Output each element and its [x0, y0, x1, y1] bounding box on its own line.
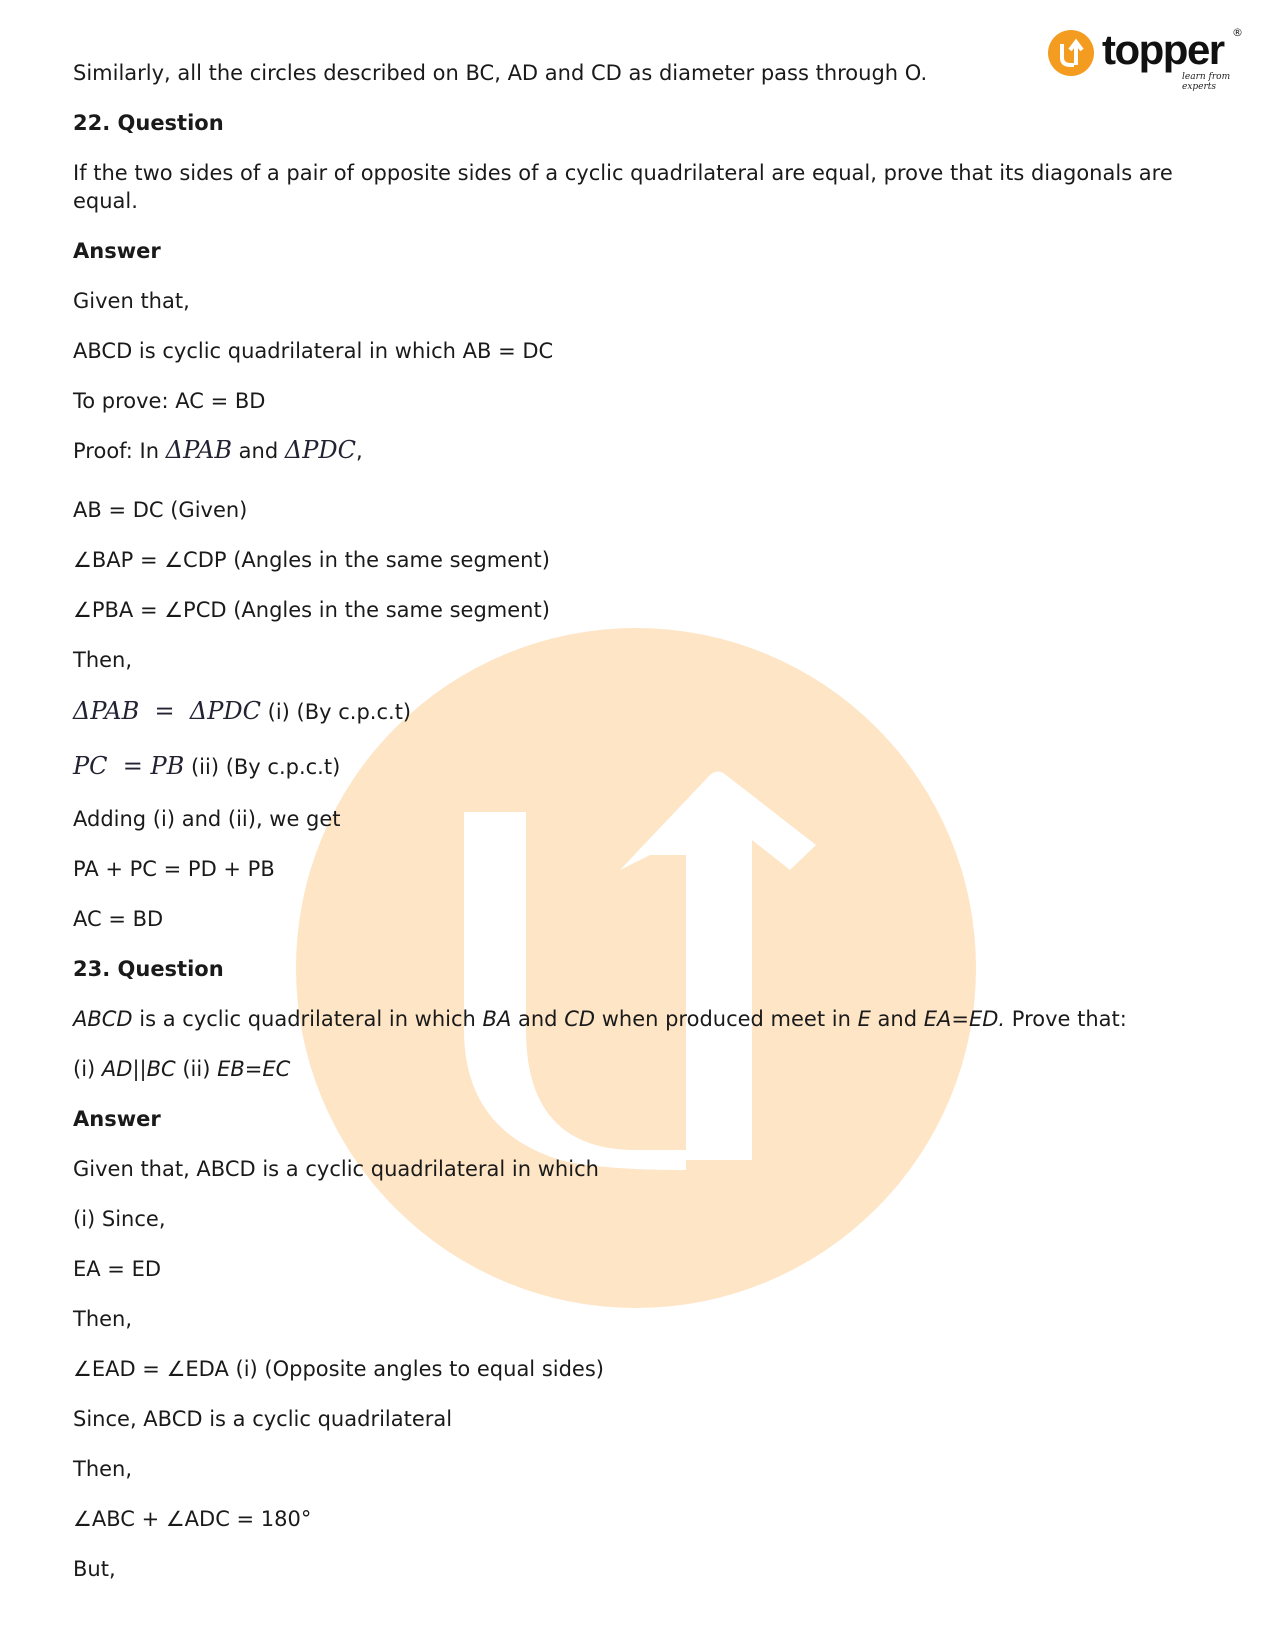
math-line: [73, 697, 411, 726]
text-span: CD: [564, 1007, 596, 1031]
text-line: ABCD is cyclic quadrilateral in which AB = DC: [73, 339, 554, 363]
text-line: EA = ED: [73, 1257, 162, 1281]
text-line: Adding (i) and (ii), we get: [73, 807, 341, 831]
text-line: AB = DC (Given): [73, 498, 248, 522]
text-span: and: [511, 1007, 565, 1031]
text-span: and: [232, 439, 285, 463]
text-line: Then,: [73, 1457, 133, 1481]
text-line: But,: [73, 1557, 116, 1581]
logo-badge-icon: [1048, 30, 1094, 76]
proof-line: [73, 436, 363, 465]
text-line: Given that, ABCD is a cyclic quadrilateral in which: [73, 1157, 599, 1181]
math-equality: PC = PB: [73, 752, 185, 780]
text-span: (ii) (By c.p.c.t): [184, 755, 341, 779]
text-line: Then,: [73, 1307, 133, 1331]
text-line: ∠EAD = ∠EDA (i) (Opposite angles to equal sides): [73, 1357, 604, 1381]
text-span: (i) (By c.p.c.t): [260, 700, 412, 724]
math-line: [73, 752, 340, 781]
text-line: Similarly, all the circles described on BC, AD and CD as diameter pass through O.: [73, 61, 928, 85]
answer-22-heading: Answer: [73, 239, 161, 263]
text-line: PA + PC = PD + PB: [73, 857, 275, 881]
text-span: EA=ED.: [923, 1007, 1006, 1031]
question-23-parts: [73, 1055, 290, 1083]
text-span: EB=EC: [217, 1057, 291, 1081]
topper-logo: [1048, 26, 1248, 92]
text-line: ∠ABC + ∠ADC = 180°: [73, 1507, 312, 1531]
text-span: Prove that:: [1005, 1007, 1127, 1031]
text-span: Proof: In: [73, 439, 166, 463]
question-23-heading: 23. Question: [73, 957, 224, 981]
text-span: (i): [73, 1057, 102, 1081]
text-span: ABCD: [73, 1007, 133, 1031]
text-span: when produced meet in: [595, 1007, 858, 1031]
question-23-text: [73, 1005, 1127, 1033]
text-span: AD||BC: [101, 1057, 176, 1081]
text-line: Then,: [73, 648, 133, 672]
text-span: and: [870, 1007, 924, 1031]
answer-23-heading: Answer: [73, 1107, 161, 1131]
logo-tagline: learn from experts: [1182, 72, 1231, 92]
text-line: Given that,: [73, 289, 190, 313]
math-congruence: ΔPAB = ΔPDC: [73, 697, 261, 725]
logo-wordmark: topper: [1102, 26, 1224, 73]
math-triangle-pdc: ΔPDC: [284, 436, 356, 464]
text-line: (i) Since,: [73, 1207, 166, 1231]
text-line: ∠PBA = ∠PCD (Angles in the same segment): [73, 598, 550, 622]
question-22-text: If the two sides of a pair of opposite sides of a cyclic quadrilateral are equal, prove that its diagonals are equal.: [73, 161, 1173, 213]
text-span: (ii): [175, 1057, 218, 1081]
watermark-circle: [296, 628, 976, 1308]
logo-registered-mark: ®: [1232, 26, 1243, 39]
text-span: BA: [482, 1007, 512, 1031]
text-span: E: [857, 1007, 871, 1031]
text-line: Since, ABCD is a cyclic quadrilateral: [73, 1407, 453, 1431]
math-triangle-pab: ΔPAB: [165, 436, 232, 464]
text-span: is a cyclic quadrilateral in which: [132, 1007, 483, 1031]
text-span: ,: [355, 439, 363, 463]
question-22-heading: 22. Question: [73, 111, 224, 135]
text-line: AC = BD: [73, 907, 164, 931]
text-line: To prove: AC = BD: [73, 389, 266, 413]
text-line: ∠BAP = ∠CDP (Angles in the same segment): [73, 548, 550, 572]
